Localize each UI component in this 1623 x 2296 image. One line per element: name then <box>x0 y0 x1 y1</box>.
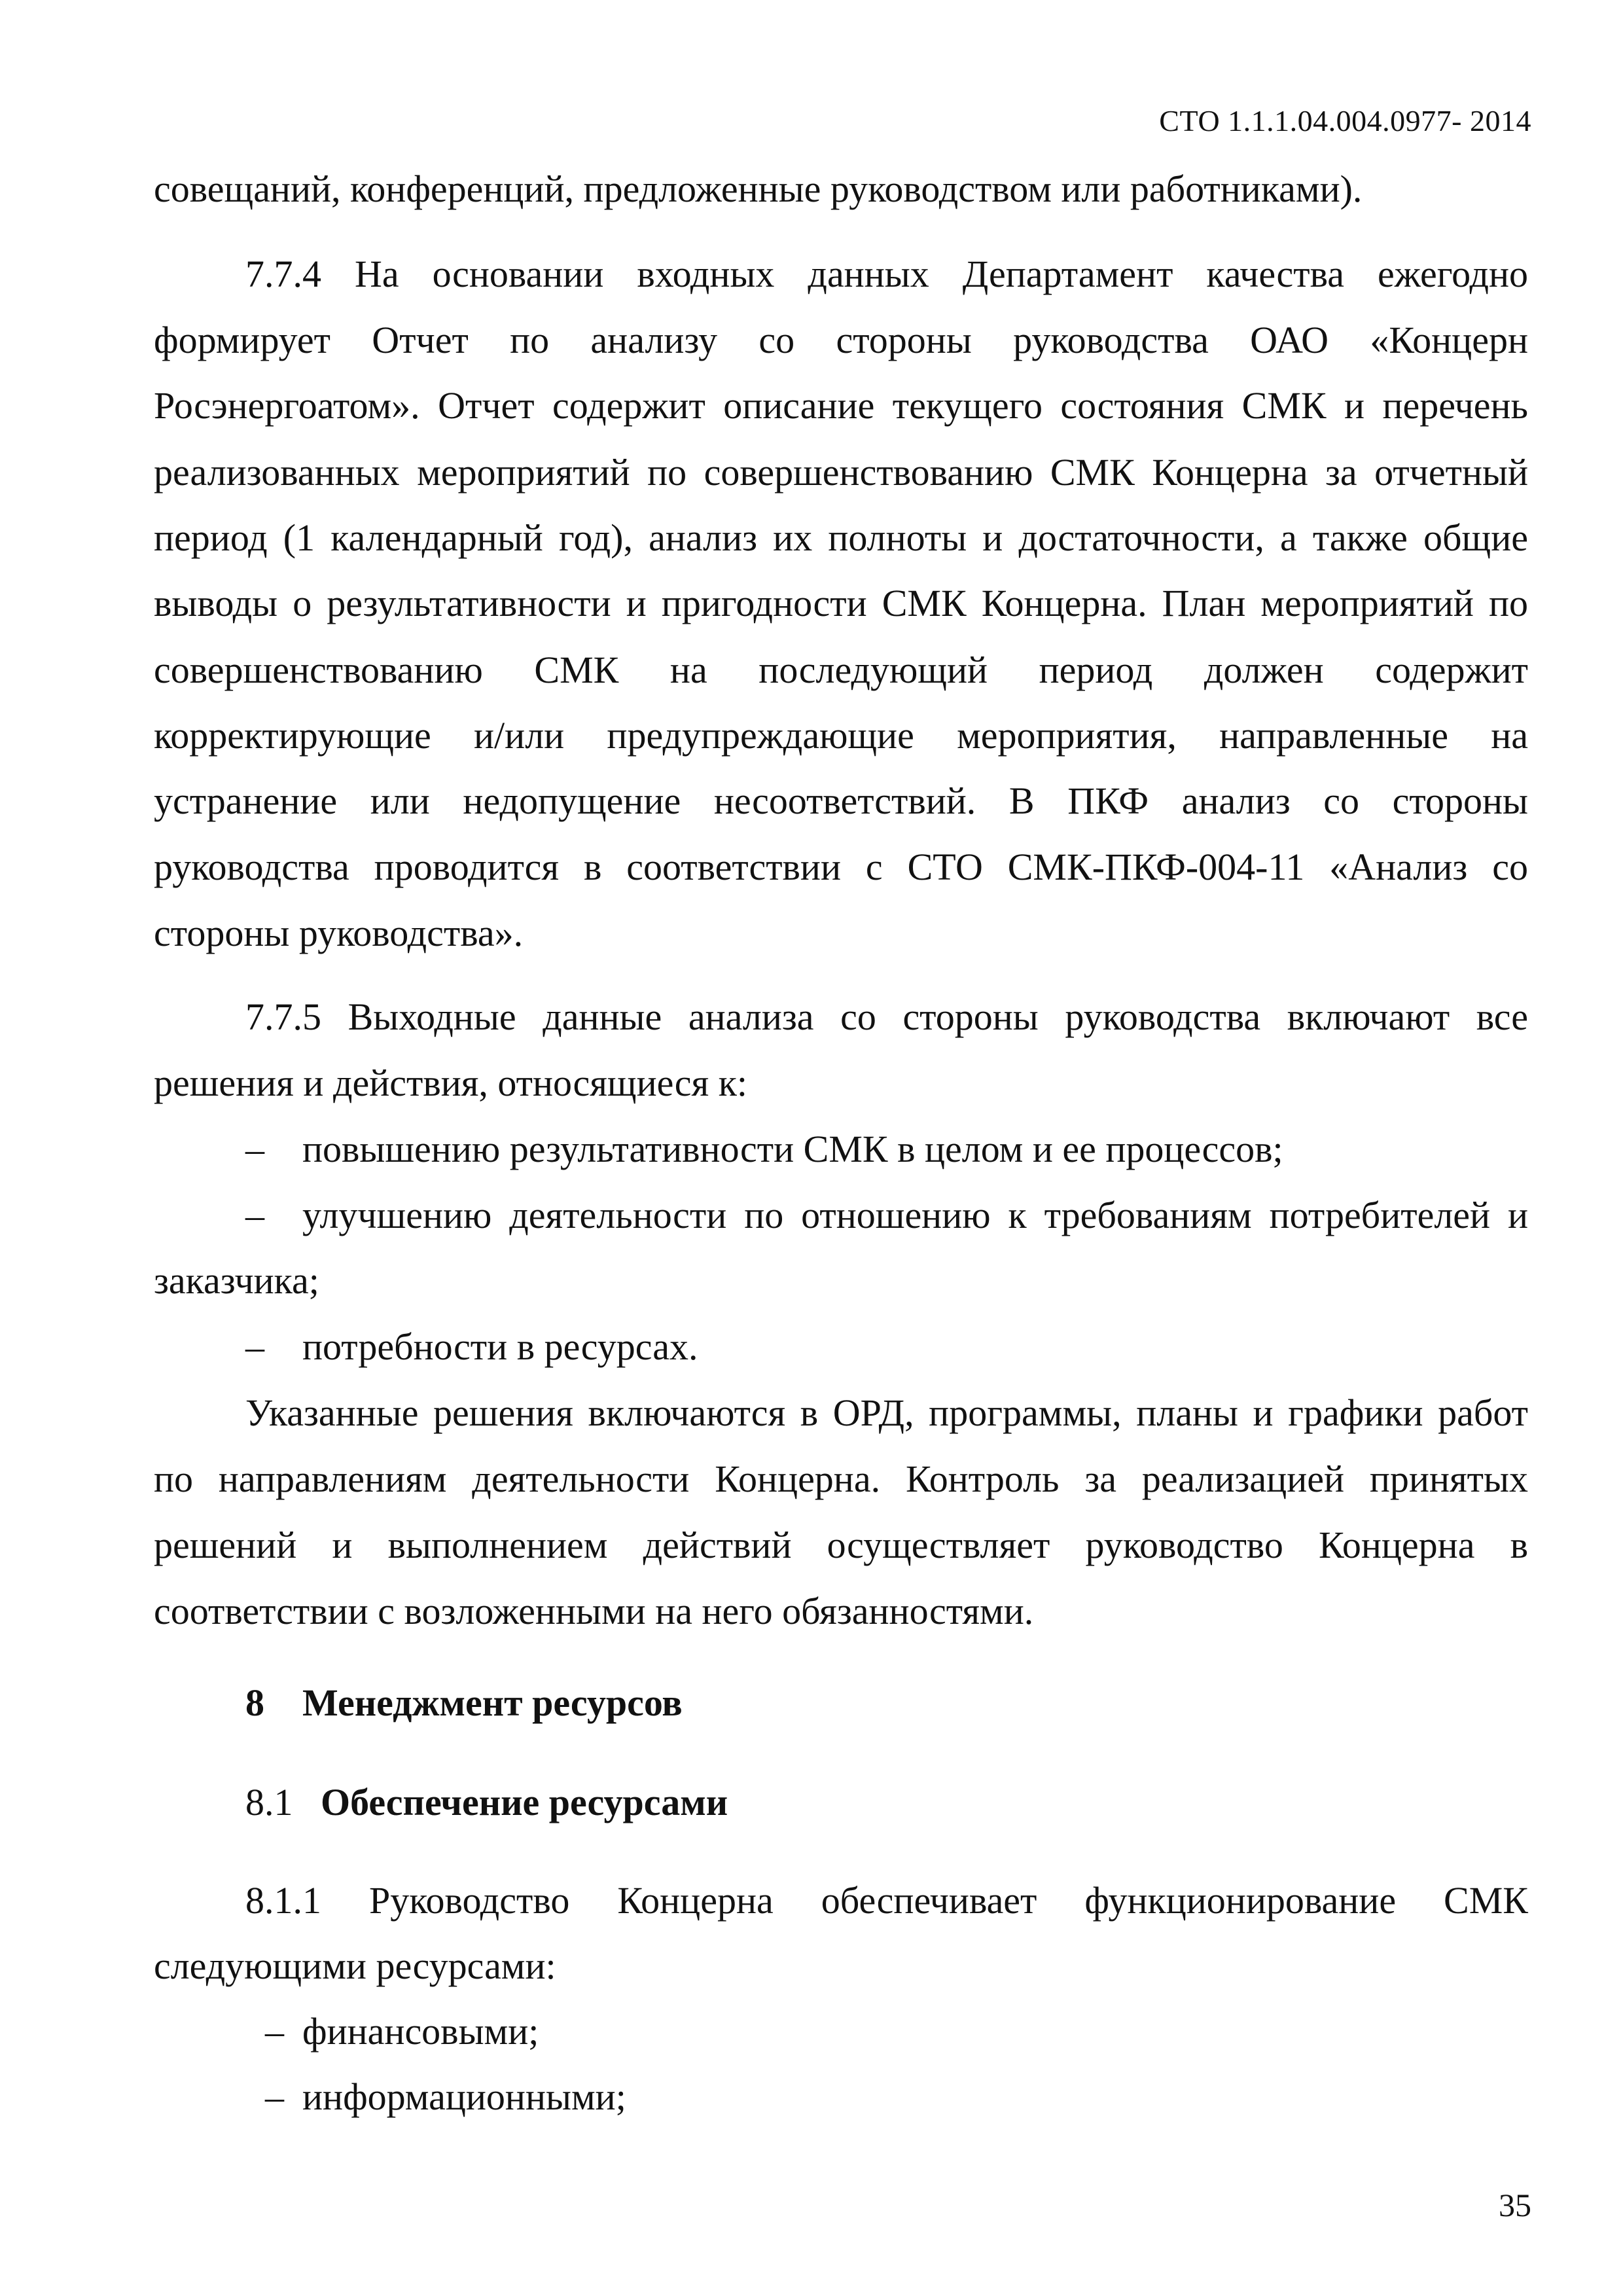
paragraph-774-line: 7.7.4 На основании входных данных Департамент качества ежегодно <box>245 253 1528 295</box>
paragraph-811-line: 8.1.1 Руководство Концерна обеспечивает функционирование СМК <box>245 1879 1528 1922</box>
section-81-title: Обеспечение ресурсами <box>321 1781 728 1823</box>
section-8-title: Менеджмент ресурсов <box>302 1681 683 1724</box>
list-item: информационными; <box>302 2075 626 2118</box>
paragraph-774-line: корректирующие и/или предупреждающие мероприятия, направленные на <box>154 714 1528 757</box>
list-dash: – <box>245 1128 264 1170</box>
list-item: финансовыми; <box>302 2010 539 2053</box>
paragraph-774-line: устранение или недопущение несоответствий. В ПКФ анализ со стороны <box>154 780 1528 822</box>
paragraph-774-line: период (1 календарный год), анализ их полноты и достаточности, а также общие <box>154 516 1528 559</box>
list-dash: – <box>265 2010 284 2053</box>
document-code-header: СТО 1.1.1.04.004.0977- 2014 <box>1159 104 1531 137</box>
list-item: повышению результативности СМК в целом и ее процессов; <box>302 1128 1283 1170</box>
paragraph-decisions-line: по направлениям деятельности Концерна. Контроль за реализацией принятых <box>154 1458 1528 1500</box>
paragraph-811-line: следующими ресурсами: <box>154 1945 556 1987</box>
list-dash: – <box>245 1325 264 1368</box>
paragraph-decisions-line: решений и выполнением действий осуществляет руководство Концерна в <box>154 1524 1528 1566</box>
paragraph-774-line: реализованных мероприятий по совершенствованию СМК Концерна за отчетный <box>154 451 1528 493</box>
paragraph-774-line: выводы о результативности и пригодности СМК Концерна. План мероприятий по <box>154 582 1528 624</box>
paragraph-774-line: формирует Отчет по анализу со стороны руководства ОАО «Концерн <box>154 319 1528 361</box>
section-8-number: 8 <box>245 1681 264 1724</box>
section-81-number: 8.1 <box>245 1781 293 1823</box>
paragraph-decisions-line: соответствии с возложенными на него обязанностями. <box>154 1590 1034 1632</box>
paragraph-line: совещаний, конференций, предложенные руководством или работниками). <box>154 168 1363 210</box>
paragraph-774-line: стороны руководства». <box>154 912 524 954</box>
paragraph-decisions-line: Указанные решения включаются в ОРД, программы, планы и графики работ <box>245 1391 1528 1434</box>
paragraph-774-line: совершенствованию СМК на последующий период должен содержит <box>154 649 1528 691</box>
list-item-continuation: заказчика; <box>154 1259 319 1302</box>
list-item: улучшению деятельности по отношению к требованиям потребителей и <box>302 1194 1528 1236</box>
paragraph-774-line: Росэнергоатом». Отчет содержит описание текущего состояния СМК и перечень <box>154 384 1528 427</box>
list-dash: – <box>265 2075 284 2118</box>
paragraph-775-line: 7.7.5 Выходные данные анализа со стороны руководства включают все <box>245 996 1528 1038</box>
list-dash: – <box>245 1194 264 1236</box>
paragraph-775-line: решения и действия, относящиеся к: <box>154 1062 748 1104</box>
paragraph-774-line: руководства проводится в соответствии с СТО СМК-ПКФ-004-11 «Анализ со <box>154 846 1528 888</box>
page-number: 35 <box>1499 2187 1531 2223</box>
list-item: потребности в ресурсах. <box>302 1325 698 1368</box>
